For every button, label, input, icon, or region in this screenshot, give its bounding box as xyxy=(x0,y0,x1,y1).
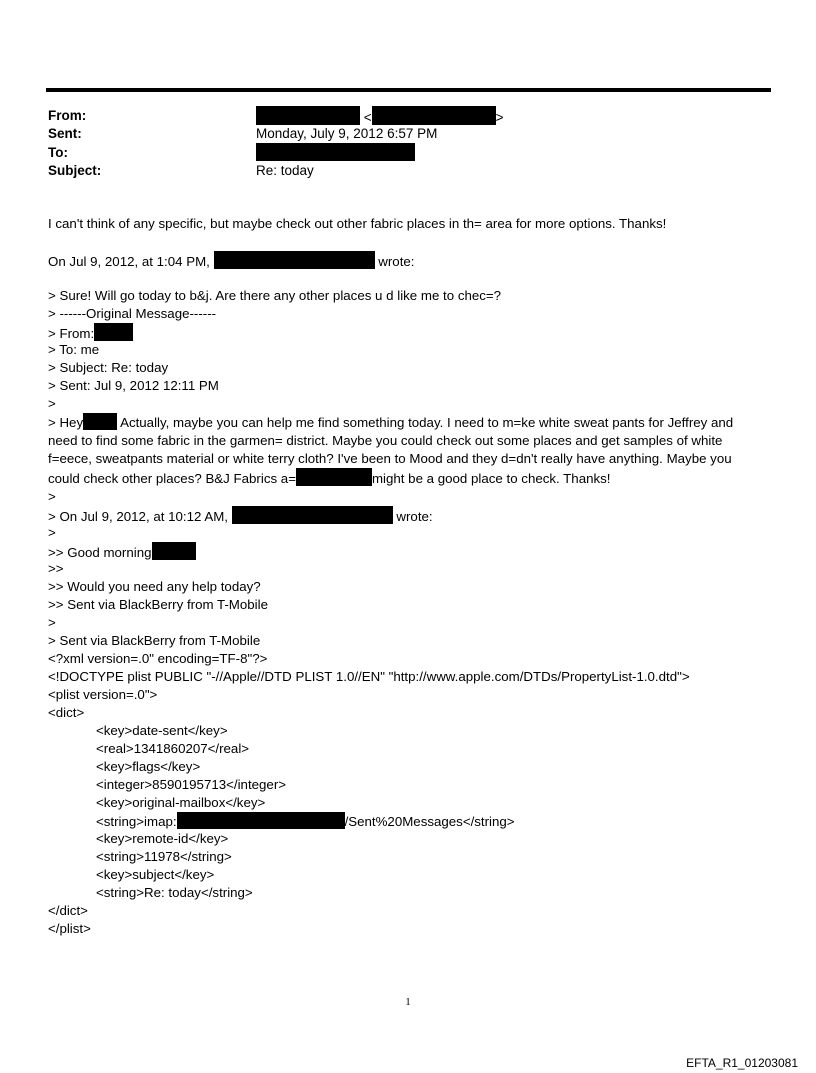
quote-line: > Sent via BlackBerry from T-Mobile xyxy=(48,633,261,648)
plist-line: <key>subject</key> xyxy=(96,867,215,882)
redaction-bar xyxy=(372,106,496,125)
plist-line: <plist version=.0"> xyxy=(48,687,158,702)
plist-line: </plist> xyxy=(48,921,91,936)
from-open-bracket: < xyxy=(363,110,372,125)
quote-line: > From: xyxy=(48,323,763,341)
top-rule xyxy=(46,88,771,92)
quote-line: > xyxy=(48,396,56,411)
plist-line: <string>imap: /Sent%20Messages</string> xyxy=(96,814,515,829)
quote-line: > Sure! Will go today to b&j. Are there any other places u d like me to chec=? xyxy=(48,288,502,303)
plist-line: <?xml version=.0" encoding=TF-8"?> xyxy=(48,651,268,666)
sent-label: Sent: xyxy=(48,126,82,141)
quote-line: > Subject: Re: today xyxy=(48,360,169,375)
message-body xyxy=(48,215,763,938)
plist-line: <string>Re: today</string> xyxy=(96,885,253,900)
redaction-bar xyxy=(94,323,133,341)
from-label: From: xyxy=(48,108,87,123)
quote-line: > To: me xyxy=(48,342,100,357)
plist-line: <key>remote-id</key> xyxy=(96,831,229,846)
plist-line: <key>date-sent</key> xyxy=(96,723,228,738)
on-date-line: On Jul 9, 2012, at 1:04 PM, wrote: xyxy=(48,251,763,269)
quote-line: > ------Original Message------ xyxy=(48,306,217,321)
plist-line: <dict> xyxy=(48,705,85,720)
subject-label: Subject: xyxy=(48,163,102,178)
plist-line: <real>1341860207</real> xyxy=(96,741,250,756)
from-value xyxy=(256,106,504,125)
redaction-bar xyxy=(256,106,360,125)
plist-line: </dict> xyxy=(48,903,88,918)
plist-line: <integer>8590195713</integer> xyxy=(96,777,287,792)
plist-line: <!DOCTYPE plist PUBLIC "-//Apple//DTD PLIST 1.0//EN" "http://www.apple.com/DTDs/PropertyList-1.0.dtd"> xyxy=(48,669,690,684)
quote-line: >> Sent via BlackBerry from T-Mobile xyxy=(48,597,268,612)
to-label: To: xyxy=(48,145,68,160)
to-value xyxy=(256,143,415,161)
redaction-bar xyxy=(214,251,375,269)
subject-value: Re: today xyxy=(256,163,314,178)
redaction-bar xyxy=(256,143,415,161)
redaction-bar xyxy=(177,812,345,829)
redaction-bar xyxy=(232,506,393,524)
quote-paragraph: > Hey Actually, maybe you can help me find something today. I need to m=ke white sweat pants for Jeffrey and need to find some fabric in the garmen= district. Maybe you could check out some places and get samples of white f=eece, sweatpants material or white terry cloth? I've been to Mood and they d=dn't really have anything. Maybe you could check other places? B&J Fabrics a= might be a good place to check. Thanks! xyxy=(48,415,734,486)
sent-value: Monday, July 9, 2012 6:57 PM xyxy=(256,126,438,141)
plist-line: <key>original-mailbox</key> xyxy=(96,795,266,810)
redaction-bar xyxy=(83,413,117,430)
page-number: 1 xyxy=(405,996,411,1008)
quote-line: >> xyxy=(48,561,64,576)
plist-line: <key>flags</key> xyxy=(96,759,201,774)
quote-line: >> Good morning xyxy=(48,542,763,560)
quote-line: > Sent: Jul 9, 2012 12:11 PM xyxy=(48,378,219,393)
document-id: EFTA_R1_01203081 xyxy=(686,1056,798,1070)
plist-line: <string>11978</string> xyxy=(96,849,232,864)
quote-line: > xyxy=(48,525,56,540)
quote-line: > xyxy=(48,489,56,504)
quote-line: > xyxy=(48,615,56,630)
quote-line: >> Would you need any help today? xyxy=(48,579,261,594)
redaction-bar xyxy=(296,468,372,486)
redaction-bar xyxy=(152,542,196,560)
quote-line: > On Jul 9, 2012, at 10:12 AM, wrote: xyxy=(48,506,763,524)
from-close-bracket: > xyxy=(495,110,504,125)
intro-line: I can't think of any specific, but maybe check out other fabric places in th= area for more options. Thanks! xyxy=(48,216,667,231)
